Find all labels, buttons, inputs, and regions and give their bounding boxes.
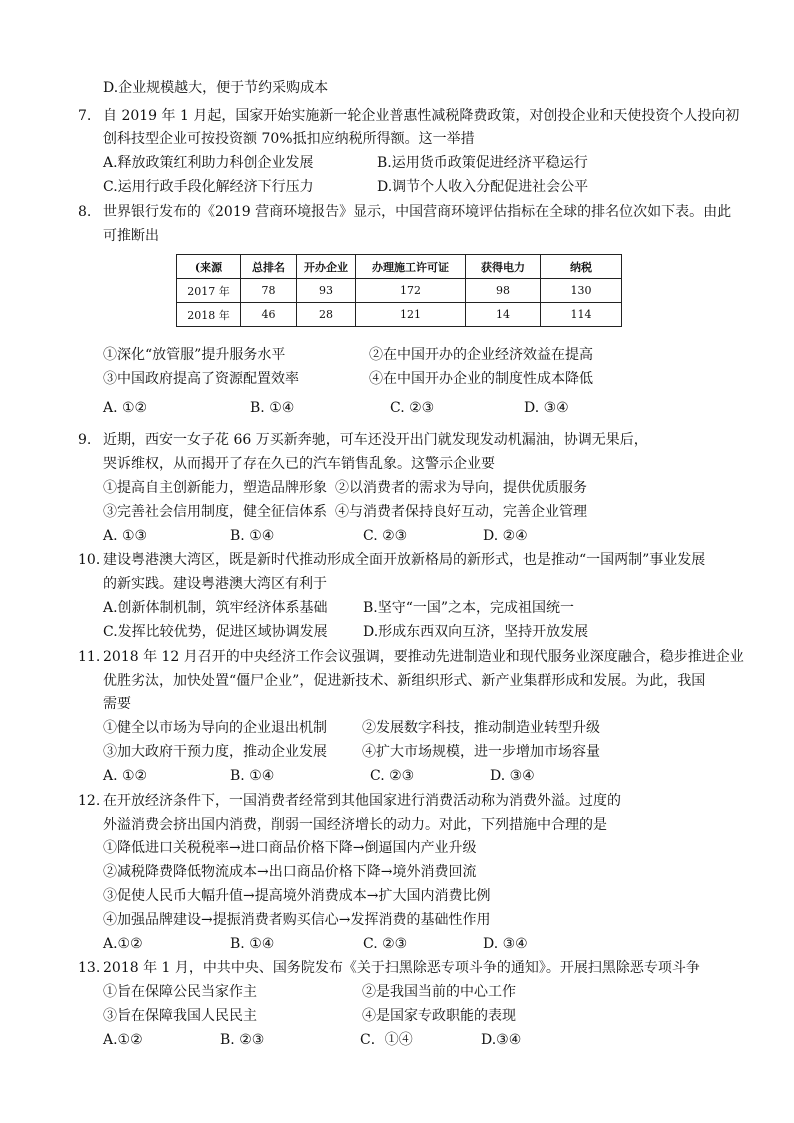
q8-number: 8. <box>78 204 92 220</box>
q9-stem-line-1: 近期，西安一女子花 66 万买新奔驰，可车还没开出门就发现发动机漏油，协调无果后， <box>103 432 648 448</box>
q10-option-a: A.创新体制机制，筑牢经济体系基础 <box>103 600 328 616</box>
q12-option-a: A.①② <box>103 936 143 952</box>
q11-statement-1: ①健全以市场为导向的企业退出机制 <box>103 720 327 736</box>
q8-statement-1: ①深化“放管服”提升服务水平 <box>103 347 286 363</box>
table-header-cell: (来源 <box>177 255 241 279</box>
table-header-cell: 办理施工许可证 <box>356 255 466 279</box>
q13-option-b: B. ②③ <box>220 1032 265 1048</box>
table-cell: 121 <box>356 303 466 327</box>
q10-option-b: B.坚守“一国”之本，完成祖国统一 <box>363 600 575 616</box>
ranking-table <box>176 254 622 327</box>
table-cell: 2017 年 <box>177 279 241 303</box>
q13-statement-2: ②是我国当前的中心工作 <box>362 984 516 1000</box>
q7-option-d: D.调节个人收入分配促进社会公平 <box>377 179 589 195</box>
q11-stem-line-2: 优胜劣汰，加快处置“僵尸企业”，促进新技术、新组织形式、新产业集群形成和发展。为此，我国 <box>103 673 706 689</box>
q9-option-b: B. ①④ <box>230 528 275 544</box>
q10-stem-line-1: 建设粤港澳大湾区，既是新时代推动形成全面开放新格局的新形式，也是推动“一国两制”事业发展 <box>103 552 706 568</box>
q8-statement-2: ②在中国开办的企业经济效益在提高 <box>369 347 593 363</box>
q10-option-c: C.发挥比较优势，促进区域协调发展 <box>103 624 328 640</box>
q12-statement-1: ①降低进口关税税率→进口商品价格下降→倒逼国内产业升级 <box>103 840 477 856</box>
table-cell: 114 <box>541 303 622 327</box>
table-header-cell: 开办企业 <box>297 255 356 279</box>
q11-option-b: B. ①④ <box>230 768 275 784</box>
q8-stem-line-2: 可推断出 <box>103 228 159 244</box>
q6-option-d: D.企业规模越大，便于节约采购成本 <box>103 80 329 96</box>
q11-statement-4: ④扩大市场规模，进一步增加市场容量 <box>362 744 600 760</box>
table-header-cell: 总排名 <box>241 255 297 279</box>
q7-number: 7. <box>78 108 92 124</box>
table-cell: 172 <box>356 279 466 303</box>
table-cell: 130 <box>541 279 622 303</box>
q8-statement-3: ③中国政府提高了资源配置效率 <box>103 371 299 387</box>
q9-option-a: A. ①③ <box>103 528 148 544</box>
q9-statement-1: ①提高自主创新能力，塑造品牌形象 <box>103 480 327 496</box>
q11-option-c: C. ②③ <box>370 768 415 784</box>
table-header-row <box>177 255 622 279</box>
q11-number: 11. <box>78 649 101 665</box>
q13-option-c: C．①④ <box>360 1032 413 1048</box>
q12-statement-3: ③促使人民币大幅升值→提高境外消费成本→扩大国内消费比例 <box>103 888 491 904</box>
table-cell: 2018 年 <box>177 303 241 327</box>
q7-option-c: C.运用行政手段化解经济下行压力 <box>103 179 314 195</box>
q7-option-b: B.运用货币政策促进经济平稳运行 <box>377 155 588 171</box>
q13-number: 13. <box>78 960 101 976</box>
q8-stem-line-1: 世界银行发布的《2019 营商环境报告》显示，中国营商环境评估指标在全球的排名位次如下表。由此 <box>103 204 732 220</box>
q13-statement-3: ③旨在保障我国人民民主 <box>103 1008 257 1024</box>
q9-stem-line-2: 哭诉维权，从而揭开了存在久已的汽车销售乱象。这警示企业要 <box>103 456 495 472</box>
q9-option-d: D. ②④ <box>483 528 528 544</box>
q12-option-d: D. ③④ <box>483 936 528 952</box>
table-cell: 14 <box>466 303 541 327</box>
q8-option-a: A. ①② <box>103 400 148 416</box>
q10-option-d: D.形成东西双向互济，坚持开放发展 <box>363 624 589 640</box>
q12-option-c: C. ②③ <box>363 936 408 952</box>
q9-statement-2: ②以消费者的需求为导向，提供优质服务 <box>335 480 587 496</box>
table-cell: 98 <box>466 279 541 303</box>
table-header-cell: 纳税 <box>541 255 622 279</box>
q13-stem-line-1: 2018 年 1 月，中共中央、国务院发布《关于扫黑除恶专项斗争的通知》。开展扫黑除恶专项斗争 <box>103 960 700 976</box>
q7-option-a: A.释放政策红利助力科创企业发展 <box>103 155 314 171</box>
q12-stem-line-1: 在开放经济条件下，一国消费者经常到其他国家进行消费活动称为消费外溢。过度的 <box>103 793 621 809</box>
q8-option-b: B. ①④ <box>250 400 295 416</box>
q9-option-c: C. ②③ <box>363 528 408 544</box>
q12-statement-4: ④加强品牌建设→提振消费者购买信心→发挥消费的基础性作用 <box>103 912 491 928</box>
q13-statement-1: ①旨在保障公民当家作主 <box>103 984 257 1000</box>
q10-number: 10． <box>78 552 110 568</box>
q12-option-b: B. ①④ <box>230 936 275 952</box>
q11-stem-line-3: 需要 <box>103 696 131 712</box>
q11-statement-2: ②发展数字科技，推动制造业转型升级 <box>362 720 600 736</box>
table-cell: 46 <box>241 303 297 327</box>
q7-stem-line-1: 自 2019 年 1 月起，国家开始实施新一轮企业普惠性减税降费政策，对创投企业和天使投资个人投向初 <box>103 108 740 124</box>
table-row <box>177 303 622 327</box>
q9-number: 9. <box>78 432 92 448</box>
table-row <box>177 279 622 303</box>
q7-stem-line-2: 创科技型企业可按投资额 70%抵扣应纳税所得额。这一举措 <box>103 131 475 147</box>
q13-statement-4: ④是国家专政职能的表现 <box>362 1008 516 1024</box>
table-cell: 78 <box>241 279 297 303</box>
q12-stem-line-2: 外溢消费会挤出国内消费，削弱一国经济增长的动力。对此，下列措施中合理的是 <box>103 817 607 833</box>
q13-option-d: D.③④ <box>481 1032 522 1048</box>
table-header-cell: 获得电力 <box>466 255 541 279</box>
q9-statement-4: ④与消费者保持良好互动，完善企业管理 <box>335 504 587 520</box>
q12-statement-2: ②减税降费降低物流成本→出口商品价格下降→境外消费回流 <box>103 864 477 880</box>
q12-number: 12. <box>78 793 101 809</box>
q11-statement-3: ③加大政府干预力度，推动企业发展 <box>103 744 327 760</box>
table-cell: 28 <box>297 303 356 327</box>
q10-stem-line-2: 的新实践。建设粤港澳大湾区有利于 <box>103 576 327 592</box>
q9-statement-3: ③完善社会信用制度，健全征信体系 <box>103 504 327 520</box>
q8-option-d: D. ③④ <box>524 400 569 416</box>
q8-option-c: C. ②③ <box>390 400 435 416</box>
q11-stem-line-1: 2018 年 12 月召开的中央经济工作会议强调，要推动先进制造业和现代服务业深度融合，稳步推进企业 <box>103 649 744 665</box>
q13-option-a: A.①② <box>103 1032 143 1048</box>
q11-option-a: A. ①② <box>103 768 148 784</box>
q8-statement-4: ④在中国开办企业的制度性成本降低 <box>369 371 593 387</box>
table-cell: 93 <box>297 279 356 303</box>
q11-option-d: D. ③④ <box>490 768 535 784</box>
